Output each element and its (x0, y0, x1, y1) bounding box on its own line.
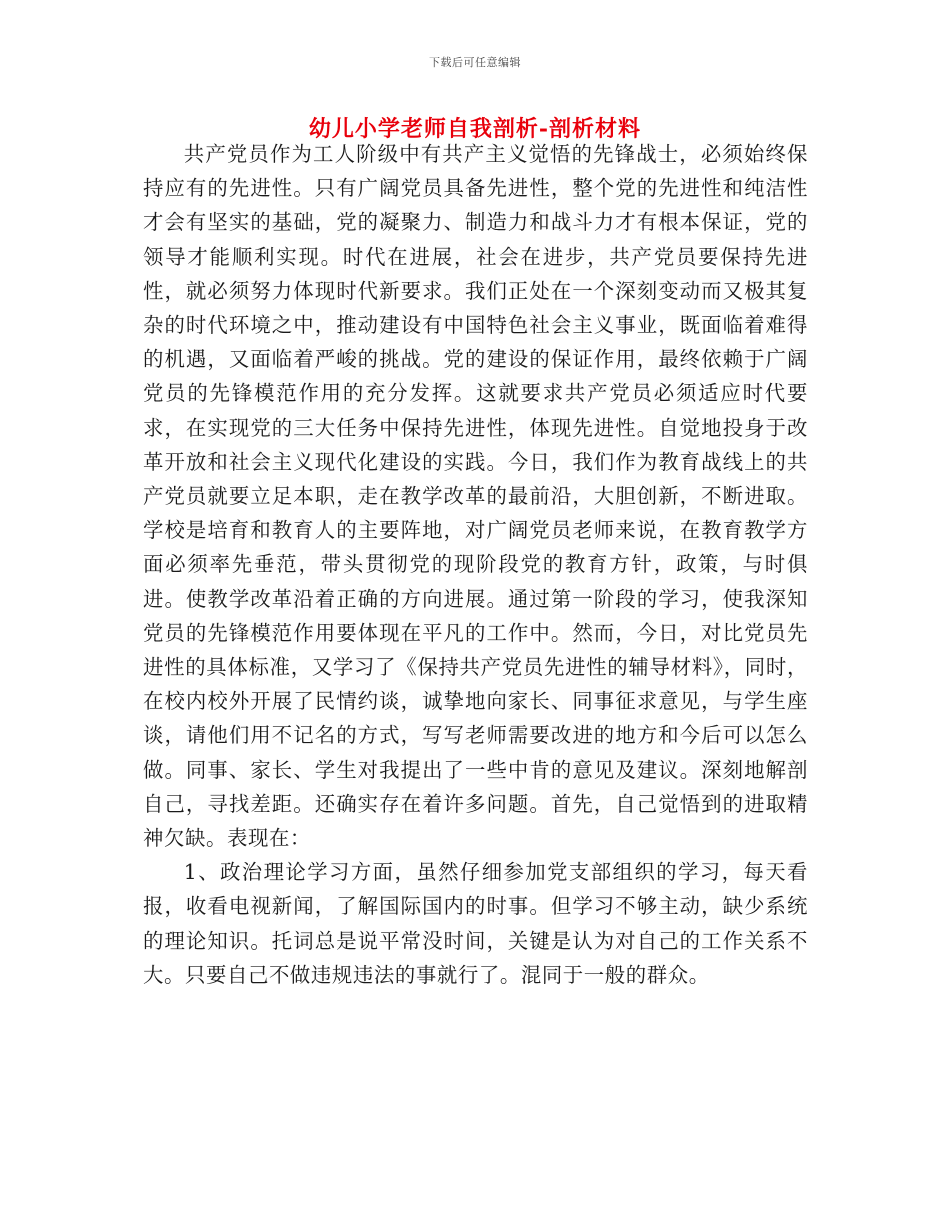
paragraph-2: 1、政治理论学习方面，虽然仔细参加党支部组织的学习，每天看报，收看电视新闻，了解国际国内的时事。但学习不够主动，缺少系统的理论知识。托词总是说平常没时间，关键是认为对自己的工作关系不大。只要自己不做违规违法的事就行了。混同于一般的群众。 (143, 860, 808, 987)
paragraph-1: 共产党员作为工人阶级中有共产主义觉悟的先锋战士，必须始终保持应有的先进性。只有广阔党员具备先进性，整个党的先进性和纯洁性才会有坚实的基础，党的凝聚力、制造力和战斗力才有根本保证，党的领导才能顺利实现。时代在进展，社会在进步，共产党员要保持先进性，就必须努力体现时代新要求。我们正处在一个深刻变动而又极其复杂的时代环境之中，推动建设有中国特色社会主义事业，既面临着难得的机遇，又面临着严峻的挑战。党的建设的保证作用，最终依赖于广阔党员的先锋模范作用的充分发挥。这就要求共产党员必须适应时代要求，在实现党的三大任务中保持先进性，体现先进性。自觉地投身于改革开放和社会主义现代化建设的实践。今日，我们作为教育战线上的共产党员就要立足本职，走在教学改革的最前沿，大胆创新，不断进取。学校是培育和教育人的主要阵地，对广阔党员老师来说，在教育教学方面必须率先垂范，带头贯彻党的现阶段党的教育方针，政策，与时俱进。使教学改革沿着正确的方向进展。通过第一阶段的学习，使我深知党员的先锋模范作用要体现在平凡的工作中。然而，今日，对比党员先进性的具体标准，又学习了《保持共产党员先进性的辅导材料》，同时，在校内校外开展了民情约谈，诚挚地向家长、同事征求意见，与学生座谈，请他们用不记名的方式，写写老师需要改进的地方和今后可以怎么做。同事、家长、学生对我提出了一些中肯的意见及建议。深刻地解剖自己，寻找差距。还确实存在着许多问题。首先，自己觉悟到的进取精神欠缺。表现在： (143, 142, 808, 851)
document-title: 幼儿小学老师自我剖析-剖析材料 (308, 116, 642, 142)
document-body (143, 137, 808, 992)
header-note: 下载后可任意编辑 (429, 56, 521, 69)
